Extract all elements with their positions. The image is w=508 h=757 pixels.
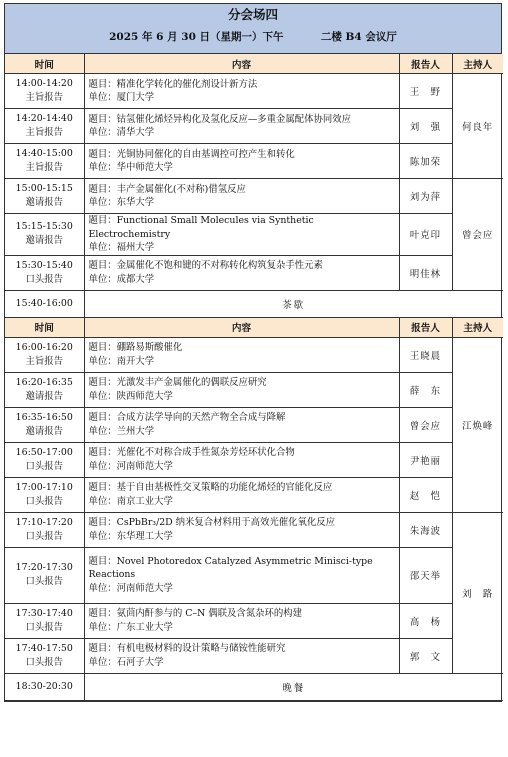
break-label: 茶歇 (84, 290, 503, 317)
time-range: 16:00-16:20 (15, 341, 73, 353)
content-cell (84, 603, 399, 638)
break-time: 18:30-20:30 (5, 673, 84, 700)
speaker-cell: 高 杨 (399, 603, 452, 638)
column-header-host: 主持人 (452, 317, 503, 337)
topic-line (89, 607, 397, 621)
table-row (5, 407, 503, 442)
table-row (5, 109, 503, 144)
talk-type: 口头报告 (25, 621, 63, 633)
column-header-speaker: 报告人 (399, 54, 452, 74)
talk-topic: 光激发丰产金属催化的偶联反应研究 (116, 377, 267, 388)
table-row (5, 255, 503, 290)
time-range: 16:50-17:00 (15, 446, 73, 458)
time-cell (5, 74, 84, 109)
host-cell: 何良年 (452, 74, 503, 179)
speaker-cell: 邵天举 (399, 547, 452, 603)
talk-topic: 精准化学转化的催化剂设计新方法 (116, 78, 258, 90)
topic-line (89, 446, 397, 460)
unit-label: 单位： (88, 273, 117, 285)
break-label: 晚餐 (84, 673, 503, 700)
column-header-time: 时间 (5, 317, 84, 337)
table-row (5, 74, 503, 109)
speaker-cell: 王晓晨 (399, 337, 452, 372)
topic-line (89, 642, 397, 656)
talk-type: 主旨报告 (25, 92, 63, 103)
table-row (5, 179, 503, 214)
unit-line (89, 91, 397, 105)
time-range: 16:20-16:35 (15, 376, 73, 388)
session-title: 分会场四 (227, 7, 278, 22)
unit-line (89, 196, 397, 210)
unit-label: 单位： (88, 127, 117, 138)
talk-unit: 清华大学 (116, 127, 155, 138)
unit-line (89, 656, 397, 670)
break-row (5, 673, 503, 700)
table-row (5, 442, 503, 477)
column-header-content: 内容 (84, 54, 399, 74)
talk-unit: 河南师范大学 (116, 460, 173, 472)
talk-unit: 石河子大学 (116, 656, 164, 668)
time-cell (5, 144, 84, 179)
talk-type: 口头报告 (25, 460, 63, 472)
column-header-host: 主持人 (452, 54, 503, 74)
topic-label: 题目： (88, 215, 117, 226)
topic-line (89, 481, 397, 495)
topic-line (89, 411, 397, 425)
time-cell (5, 214, 84, 256)
session-date-time: 2025 年 6 月 30 日（星期一）下午 (109, 31, 284, 43)
talk-topic: 有机电极材料的设计策略与储铵性能研究 (116, 643, 286, 654)
host-cell: 江焕峰 (452, 337, 503, 512)
topic-line (89, 148, 397, 162)
unit-label: 单位： (88, 197, 117, 208)
topic-label: 题目： (88, 412, 117, 423)
talk-topic: 光铜协同催化的自由基调控可控产生和转化 (116, 148, 295, 160)
unit-label: 单位： (88, 390, 117, 402)
unit-line (89, 460, 397, 474)
column-header-time: 时间 (5, 54, 84, 74)
time-cell (5, 442, 84, 477)
time-cell (5, 337, 84, 372)
table-row (5, 638, 503, 673)
talk-type: 邀请报告 (25, 425, 63, 437)
content-cell (84, 74, 399, 109)
talk-topic: 合成方法学导向的天然产物全合成与降解 (116, 412, 286, 423)
content-cell (84, 477, 399, 512)
topic-line (89, 214, 397, 241)
session-info (5, 25, 501, 53)
talk-topic: 硼路易斯酸催化 (116, 342, 183, 353)
content-cell (84, 337, 399, 372)
time-cell (5, 407, 84, 442)
talk-unit: 华中师范大学 (116, 162, 173, 173)
column-header-row (5, 317, 503, 337)
unit-label: 单位： (88, 656, 117, 668)
speaker-cell: 叶克印 (399, 214, 452, 256)
time-cell (5, 603, 84, 638)
table-row (5, 603, 503, 638)
table-row (5, 547, 503, 603)
content-cell (84, 407, 399, 442)
time-range: 17:20-17:30 (15, 562, 73, 573)
unit-line (89, 273, 397, 287)
topic-label: 题目： (88, 482, 117, 493)
content-cell (84, 109, 399, 144)
table-row (5, 477, 503, 512)
talk-type: 主旨报告 (25, 355, 63, 367)
time-cell (5, 638, 84, 673)
content-cell (84, 638, 399, 673)
talk-unit: 广东工业大学 (116, 621, 173, 633)
unit-line (89, 530, 397, 544)
talk-topic: 钴氢催化烯烃异构化及氢化反应—多重金属配体协同效应 (116, 113, 352, 125)
unit-label: 单位： (88, 92, 117, 103)
talk-topic: 氨茴内酐参与的 C–N 偶联及含氮杂环的构建 (116, 608, 303, 619)
time-cell (5, 255, 84, 290)
topic-label: 题目： (88, 447, 117, 458)
unit-label: 单位： (88, 530, 117, 542)
content-cell (84, 372, 399, 407)
talk-type: 口头报告 (25, 495, 63, 507)
topic-line (89, 78, 397, 92)
break-row (5, 290, 503, 317)
unit-line (89, 425, 397, 439)
talk-topic: 光催化不对称合成手性氮杂芳烃环状化合物 (116, 447, 295, 458)
talk-unit: 东华大学 (116, 197, 155, 208)
unit-label: 单位： (88, 495, 117, 507)
talk-unit: 成都大学 (116, 273, 155, 285)
unit-label: 单位： (88, 162, 117, 173)
content-cell (84, 255, 399, 290)
schedule-sheet (4, 3, 502, 702)
table-row (5, 214, 503, 256)
topic-line (89, 183, 397, 197)
topic-line (89, 516, 397, 530)
unit-label: 单位： (88, 355, 117, 367)
host-cell: 刘 路 (452, 512, 503, 673)
content-cell (84, 144, 399, 179)
table-row (5, 337, 503, 372)
speaker-cell: 明佳林 (399, 255, 452, 290)
speaker-cell: 朱海波 (399, 512, 452, 547)
column-header-content: 内容 (84, 317, 399, 337)
unit-label: 单位： (88, 242, 117, 253)
topic-line (89, 341, 397, 355)
topic-label: 题目： (88, 643, 117, 654)
talk-unit: 南京工业大学 (116, 495, 173, 507)
speaker-cell: 王 野 (399, 74, 452, 109)
talk-unit: 陕西师范大学 (116, 390, 173, 402)
break-time: 15:40-16:00 (5, 290, 84, 317)
topic-line (89, 113, 397, 127)
talk-topic: CsPbBr₃/2D 纳米复合材料用于高效光催化氧化反应 (116, 517, 336, 528)
time-range: 17:00-17:10 (15, 481, 73, 493)
talk-topic: 基于自由基极性交叉策略的功能化烯烃的官能化反应 (116, 482, 333, 493)
host-cell: 曾会应 (452, 179, 503, 291)
unit-line (89, 390, 397, 404)
unit-line (89, 126, 397, 140)
unit-label: 单位： (88, 425, 117, 437)
topic-label: 题目： (88, 342, 117, 353)
time-range: 14:20-14:40 (15, 113, 73, 124)
unit-label: 单位： (88, 460, 117, 472)
talk-type: 邀请报告 (25, 197, 63, 208)
talk-unit: 河南师范大学 (116, 582, 173, 594)
talk-unit: 兰州大学 (116, 425, 155, 437)
talk-type: 主旨报告 (25, 127, 63, 138)
speaker-cell: 刘 强 (399, 109, 452, 144)
talk-type: 口头报告 (25, 530, 63, 542)
topic-line (89, 555, 397, 582)
time-cell (5, 372, 84, 407)
table-row (5, 144, 503, 179)
talk-type: 口头报告 (25, 576, 63, 587)
unit-line (89, 582, 397, 596)
talk-type: 口头报告 (25, 273, 63, 285)
topic-label: 题目： (88, 113, 117, 125)
talk-topic: 丰产金属催化(不对称)借氢反应 (116, 183, 246, 195)
time-range: 17:40-17:50 (15, 642, 73, 654)
time-cell (5, 512, 84, 547)
session-header (5, 4, 501, 54)
unit-label: 单位： (88, 621, 117, 633)
speaker-cell: 尹艳丽 (399, 442, 452, 477)
time-range: 15:00-15:15 (15, 183, 73, 194)
unit-line (89, 495, 397, 509)
unit-line (89, 355, 397, 369)
talk-type: 主旨报告 (25, 162, 63, 173)
topic-line (89, 376, 397, 390)
content-cell (84, 179, 399, 214)
schedule-table (5, 54, 503, 701)
topic-label: 题目： (88, 183, 117, 195)
speaker-cell: 薛 东 (399, 372, 452, 407)
unit-label: 单位： (88, 582, 117, 594)
table-row (5, 372, 503, 407)
talk-type: 口头报告 (25, 656, 63, 668)
talk-type: 邀请报告 (25, 390, 63, 402)
time-range: 15:15-15:30 (15, 221, 73, 233)
talk-unit: 南开大学 (116, 355, 155, 367)
time-range: 14:40-15:00 (15, 148, 73, 159)
topic-label: 题目： (88, 555, 117, 567)
time-range: 17:30-17:40 (15, 607, 73, 619)
time-cell (5, 179, 84, 214)
topic-label: 题目： (88, 517, 117, 528)
talk-type: 邀请报告 (25, 235, 63, 247)
unit-line (89, 241, 397, 255)
time-range: 15:30-15:40 (15, 259, 73, 271)
speaker-cell: 陈加荣 (399, 144, 452, 179)
topic-label: 题目： (88, 148, 117, 160)
topic-label: 题目： (88, 78, 117, 90)
column-header-speaker: 报告人 (399, 317, 452, 337)
talk-unit: 厦门大学 (116, 92, 155, 103)
time-range: 16:35-16:50 (15, 411, 73, 423)
time-cell (5, 547, 84, 603)
topic-label: 题目： (88, 377, 117, 388)
topic-label: 题目： (88, 260, 117, 271)
speaker-cell: 曾会应 (399, 407, 452, 442)
content-cell (84, 442, 399, 477)
speaker-cell: 郭 文 (399, 638, 452, 673)
content-cell (84, 512, 399, 547)
table-row (5, 512, 503, 547)
time-range: 14:00-14:20 (15, 78, 73, 89)
unit-line (89, 161, 397, 175)
content-cell (84, 547, 399, 603)
talk-topic: Novel Photoredox Catalyzed Asymmetric Minisci-type Reactions (88, 555, 373, 581)
talk-topic: 金属催化不饱和键的不对称转化构筑复杂手性元素 (116, 260, 323, 271)
time-cell (5, 477, 84, 512)
topic-label: 题目： (88, 608, 117, 619)
talk-topic: Functional Small Molecules via Synthetic Electrochemistry (88, 215, 314, 240)
time-cell (5, 109, 84, 144)
speaker-cell: 刘为萍 (399, 179, 452, 214)
talk-unit: 东华理工大学 (116, 530, 173, 542)
content-cell (84, 214, 399, 256)
speaker-cell: 赵 恺 (399, 477, 452, 512)
time-range: 17:10-17:20 (15, 516, 73, 528)
unit-line (89, 621, 397, 635)
column-header-row (5, 54, 503, 74)
topic-line (89, 259, 397, 273)
talk-unit: 福州大学 (116, 242, 155, 253)
session-venue: 二楼 B4 会议厅 (320, 31, 397, 43)
